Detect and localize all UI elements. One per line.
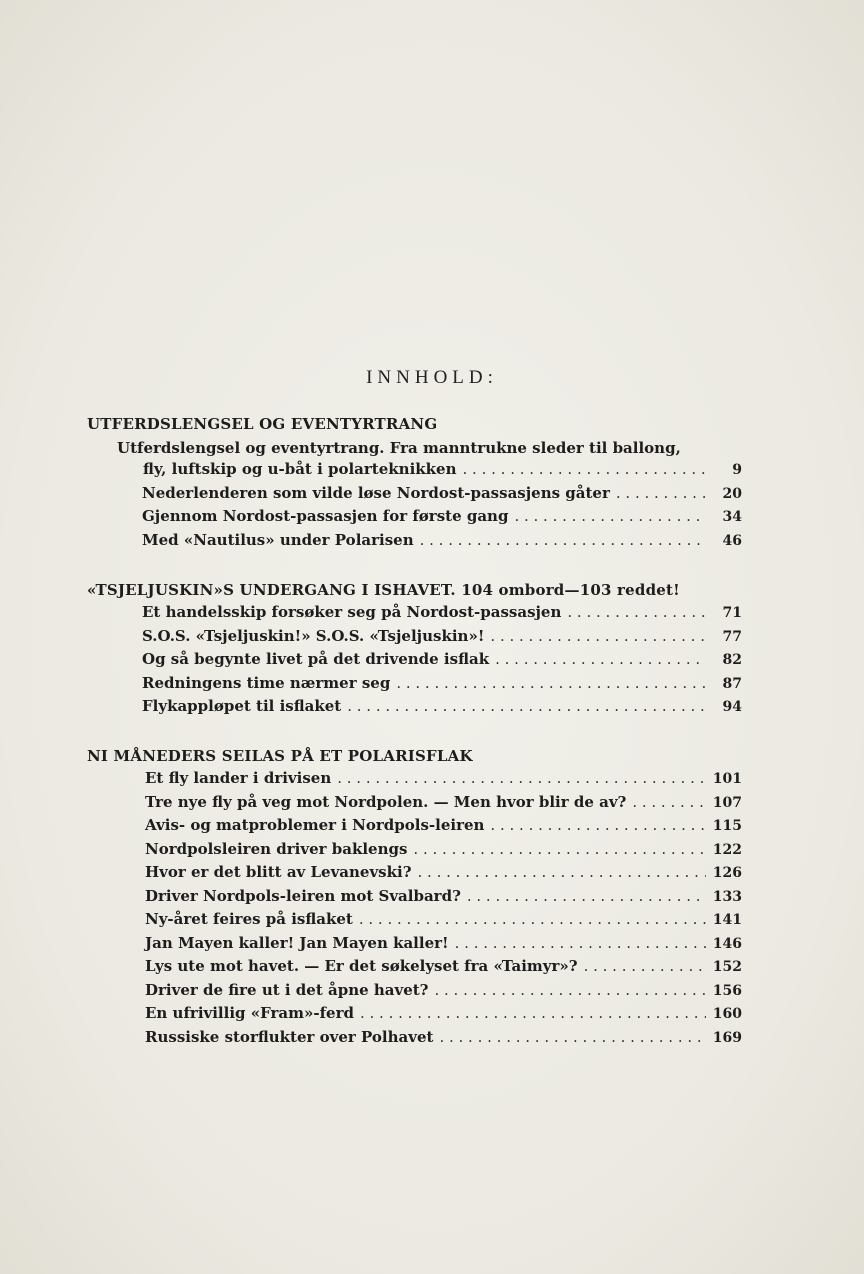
toc-entry-page: 126 bbox=[712, 865, 742, 881]
toc-entry-page: 107 bbox=[712, 794, 742, 811]
dot-leader bbox=[455, 934, 706, 952]
toc-entry-title: Russiske storflukter over Polhavet bbox=[145, 1027, 434, 1046]
toc-entry bbox=[145, 957, 742, 981]
dot-leader bbox=[463, 460, 706, 478]
dot-leader bbox=[514, 507, 706, 525]
toc-entry-title: Driver de fire ut i det åpne havet? bbox=[145, 980, 429, 999]
section-heading: «TSJELJUSKIN»S UNDERGANG I ISHAVET. 104 ombord—103 reddet! bbox=[87, 581, 680, 599]
toc-entry-title: Flykappløpet til isflaket bbox=[142, 697, 342, 715]
toc-entry bbox=[145, 887, 742, 911]
toc-entry bbox=[142, 507, 742, 531]
toc-entry bbox=[145, 910, 742, 934]
toc-entry-title: Jan Mayen kaller! Jan Mayen kaller! bbox=[145, 933, 449, 952]
toc-entry-title: Ny-året feires på isflaket bbox=[145, 910, 353, 928]
dot-leader bbox=[439, 1028, 706, 1046]
toc-entry-page: 141 bbox=[712, 912, 742, 928]
dot-leader bbox=[418, 863, 706, 881]
toc-entry-page: 94 bbox=[722, 699, 742, 715]
section-3 bbox=[87, 745, 742, 1051]
section-heading: UTFERDSLENGSEL OG EVENTYRTRANG bbox=[87, 415, 438, 433]
toc-entry-title: Med «Nautilus» under Polarisen bbox=[142, 530, 414, 549]
dot-leader bbox=[396, 674, 706, 692]
toc-entry-page: 77 bbox=[722, 628, 742, 645]
toc-entry bbox=[142, 603, 742, 627]
dot-leader bbox=[467, 887, 706, 905]
toc-entry bbox=[145, 816, 742, 840]
toc-entry-title: Nordpolsleiren driver baklengs bbox=[145, 839, 408, 858]
toc-entry-title: Lys ute mot havet. — Er det søkelyset fra «Taimyr»? bbox=[145, 957, 578, 975]
toc-entry-title: Gjennom Nordost-passasjen for første gang bbox=[142, 507, 509, 525]
toc-entry-title: Tre nye fly på veg mot Nordpolen. — Men hvor blir de av? bbox=[145, 792, 627, 811]
toc-entry bbox=[143, 460, 742, 484]
toc-entry-page: 20 bbox=[722, 485, 742, 502]
toc-entry-page: 133 bbox=[712, 888, 742, 905]
section-intro: Utferdslengsel og eventyrtrang. Fra manntrukne sleder til ballong, bbox=[117, 439, 681, 457]
dot-leader bbox=[347, 697, 706, 715]
section-2 bbox=[87, 579, 742, 721]
dot-leader bbox=[495, 650, 706, 668]
dot-leader bbox=[616, 484, 706, 502]
toc-entry-title: Et handelsskip forsøker seg på Nordost-passasjen bbox=[142, 603, 562, 621]
toc-entry bbox=[145, 863, 742, 887]
toc-entry bbox=[142, 697, 742, 721]
toc-entry bbox=[142, 650, 742, 674]
toc-entry-title: En ufrivillig «Fram»-ferd bbox=[145, 1004, 354, 1022]
toc-entry-title: Avis- og matproblemer i Nordpols-leiren bbox=[145, 816, 485, 834]
toc-entry-title: Hvor er det blitt av Levanevski? bbox=[145, 863, 412, 881]
toc-entry-title: S.O.S. «Tsjeljuskin!» S.O.S. «Tsjeljuskin»! bbox=[142, 626, 485, 645]
toc-entry-page: 82 bbox=[722, 652, 742, 668]
toc-entry bbox=[142, 531, 742, 555]
toc-entry-title: Nederlenderen som vilde løse Nordost-passasjens gåter bbox=[142, 483, 610, 502]
toc-entry-page: 46 bbox=[722, 532, 742, 549]
toc-entry-title: Og så begynte livet på det drivende isflak bbox=[142, 650, 490, 668]
section-heading: NI MÅNEDERS SEILAS PÅ ET POLARISFLAK bbox=[87, 747, 473, 765]
toc-entry-page: 156 bbox=[712, 982, 742, 999]
toc-entry bbox=[142, 484, 742, 508]
dot-leader bbox=[420, 531, 706, 549]
dot-leader bbox=[434, 981, 706, 999]
toc-entry bbox=[145, 934, 742, 958]
section-1 bbox=[87, 413, 742, 554]
toc-entry bbox=[145, 981, 742, 1005]
dot-leader bbox=[360, 1004, 706, 1022]
toc-entry-page: 115 bbox=[712, 818, 742, 834]
toc-entry-title: Redningens time nærmer seg bbox=[142, 673, 391, 692]
dot-leader bbox=[359, 910, 706, 928]
toc-entry bbox=[145, 793, 742, 817]
dot-leader bbox=[632, 793, 706, 811]
toc-entry bbox=[142, 627, 742, 651]
toc-entry bbox=[145, 840, 742, 864]
dot-leader bbox=[567, 603, 706, 621]
toc-entry-title: Driver Nordpols-leiren mot Svalbard? bbox=[145, 886, 461, 905]
dot-leader bbox=[584, 957, 706, 975]
toc-entry bbox=[145, 1004, 742, 1028]
toc-entry-page: 71 bbox=[722, 605, 742, 621]
toc-entry-page: 146 bbox=[712, 935, 742, 952]
dot-leader bbox=[490, 816, 706, 834]
toc-entry-page: 101 bbox=[712, 771, 742, 787]
toc-entry-page: 152 bbox=[712, 959, 742, 975]
dot-leader bbox=[413, 840, 706, 858]
toc-entry-page: 169 bbox=[712, 1029, 742, 1046]
dot-leader bbox=[490, 627, 706, 645]
toc-entry-title: fly, luftskip og u-båt i polarteknikken bbox=[143, 460, 457, 478]
toc-entry-title: Et fly lander i drivisen bbox=[145, 769, 332, 787]
toc-entry-page: 122 bbox=[712, 841, 742, 858]
page-title: INNHOLD: bbox=[366, 367, 498, 388]
toc-entry bbox=[145, 769, 742, 793]
dot-leader bbox=[337, 769, 706, 787]
toc-entry-page: 9 bbox=[732, 462, 742, 478]
toc-entry-page: 160 bbox=[712, 1006, 742, 1022]
toc-entry bbox=[145, 1028, 742, 1052]
toc-entry bbox=[142, 674, 742, 698]
toc-entry-page: 34 bbox=[722, 509, 742, 525]
toc-entry-page: 87 bbox=[722, 675, 742, 692]
